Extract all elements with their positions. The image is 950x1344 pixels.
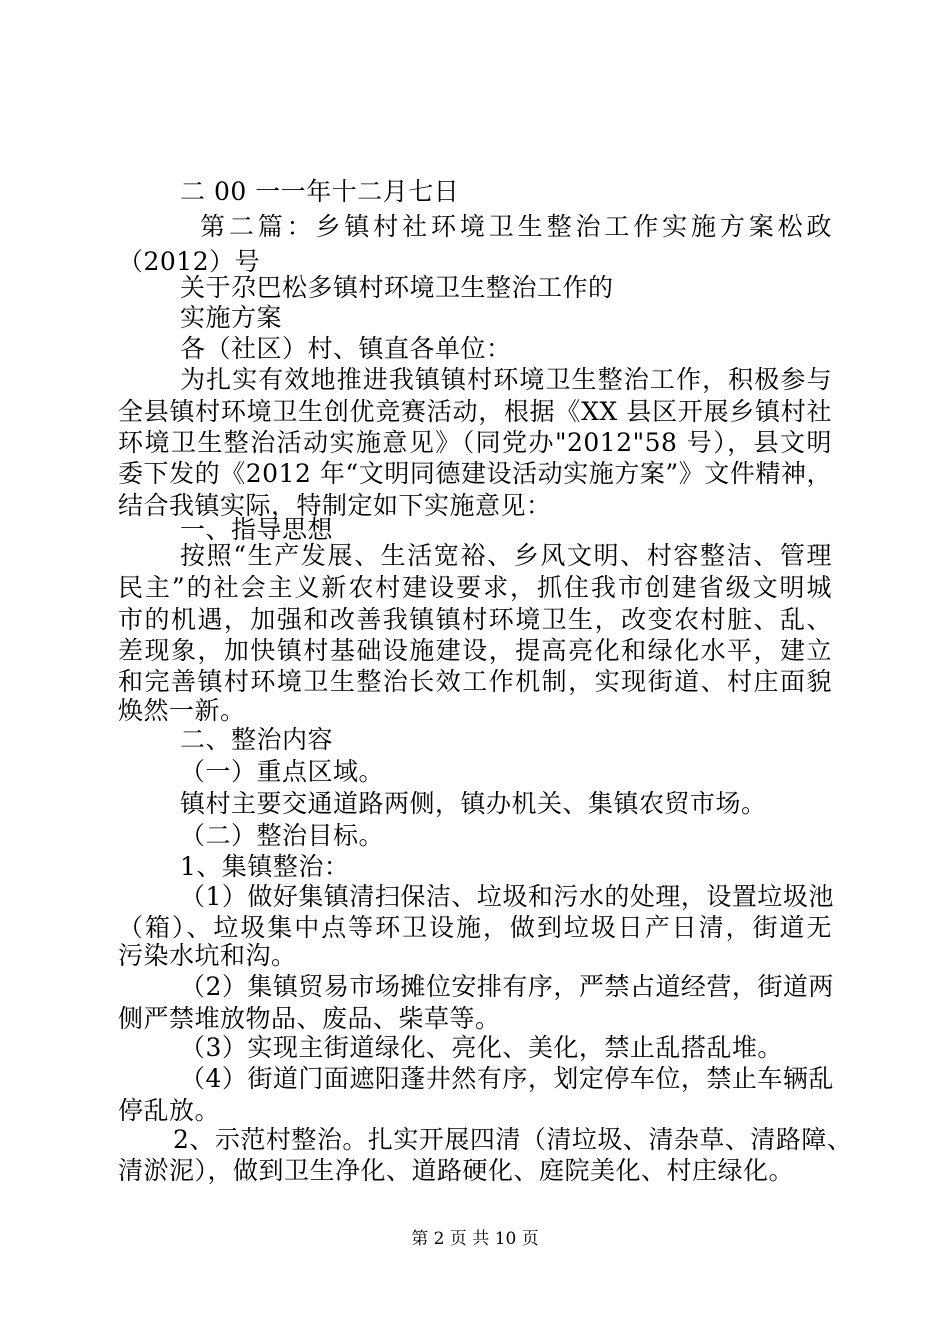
section-title-line: 第二篇：乡镇村社环境卫生整治工作实施方案松政 <box>200 212 832 241</box>
section-title-continued: （2012）号 <box>118 247 261 276</box>
paragraph-line: 和完善镇村环境卫生整治长效工作机制，实现街道、村庄面貌 <box>118 667 832 696</box>
heading-rectification-content: 二、整治内容 <box>180 725 334 754</box>
paragraph-line: 侧严禁堆放物品、废品、柴草等。 <box>118 1004 501 1033</box>
paragraph-line: 按照“生产发展、生活宽裕、乡风文明、村容整洁、管理 <box>180 541 832 570</box>
paragraph-line: 镇村主要交通道路两侧，镇办机关、集镇农贸市场。 <box>180 789 767 818</box>
paragraph-line: 污染水坑和沟。 <box>118 941 297 970</box>
page-number-footer: 第 2 页 共 10 页 <box>411 1229 539 1249</box>
document-title-line-2: 实施方案 <box>180 303 283 332</box>
paragraph-line: 民主”的社会主义新农村建设要求，抓住我市创建省级文明城 <box>118 573 832 602</box>
subheading-key-areas: （一）重点区域。 <box>180 757 385 786</box>
paragraph-line: （3）实现主街道绿化、亮化、美化，禁止乱搭乱堆。 <box>180 1033 783 1062</box>
paragraph-line: 清淤泥），做到卫生净化、道路硬化、庭院美化、村庄绿化。 <box>118 1156 795 1185</box>
paragraph-line: （箱）、垃圾集中点等环卫设施，做到垃圾日产日清，街道无 <box>118 913 832 942</box>
paragraph-line: 市的机遇，加强和改善我镇镇村环境卫生，改变农村脏、乱、 <box>118 605 832 634</box>
paragraph-line: 2、示范村整治。扎实开展四清（清垃圾、清杂草、清路障、 <box>173 1125 853 1154</box>
paragraph-line: （1）做好集镇清扫保洁、垃圾和污水的处理，设置垃圾池 <box>180 882 834 911</box>
heading-guiding-thought: 一、指导思想 <box>180 515 334 544</box>
paragraph-line: （2）集镇贸易市场摊位安排有序，严禁占道经营，街道两 <box>180 972 834 1001</box>
subheading-targets: （二）整治目标。 <box>180 821 385 850</box>
salutation: 各（社区）村、镇直各单位： <box>180 334 512 363</box>
subheading-town-rectification: 1、集镇整治： <box>180 852 350 881</box>
paragraph-line: 全县镇村环境卫生创优竞赛活动，根据《XX 县区开展乡镇村社 <box>118 397 832 426</box>
paragraph-line: 为扎实有效地推进我镇镇村环境卫生整治工作，积极参与 <box>180 365 832 394</box>
date-line: 二 00 一一年十二月七日 <box>180 177 460 206</box>
paragraph-line: （4）街道门面遮阳蓬井然有序，划定停车位，禁止车辆乱 <box>180 1064 834 1093</box>
paragraph-line: 环境卫生整治活动实施意见》（同党办"2012"58 号），县文明 <box>118 428 832 457</box>
paragraph-line: 委下发的《2012 年“文明同德建设活动实施方案”》文件精神， <box>118 459 832 488</box>
paragraph-line: 结合我镇实际，特制定如下实施意见： <box>118 491 552 520</box>
document-title-line-1: 关于尕巴松多镇村环境卫生整治工作的 <box>180 273 614 302</box>
paragraph-line: 差现象，加快镇村基础设施建设，提高亮化和绿化水平，建立 <box>118 636 832 665</box>
paragraph-line: 停乱放。 <box>118 1096 221 1125</box>
paragraph-line: 焕然一新。 <box>118 696 246 725</box>
